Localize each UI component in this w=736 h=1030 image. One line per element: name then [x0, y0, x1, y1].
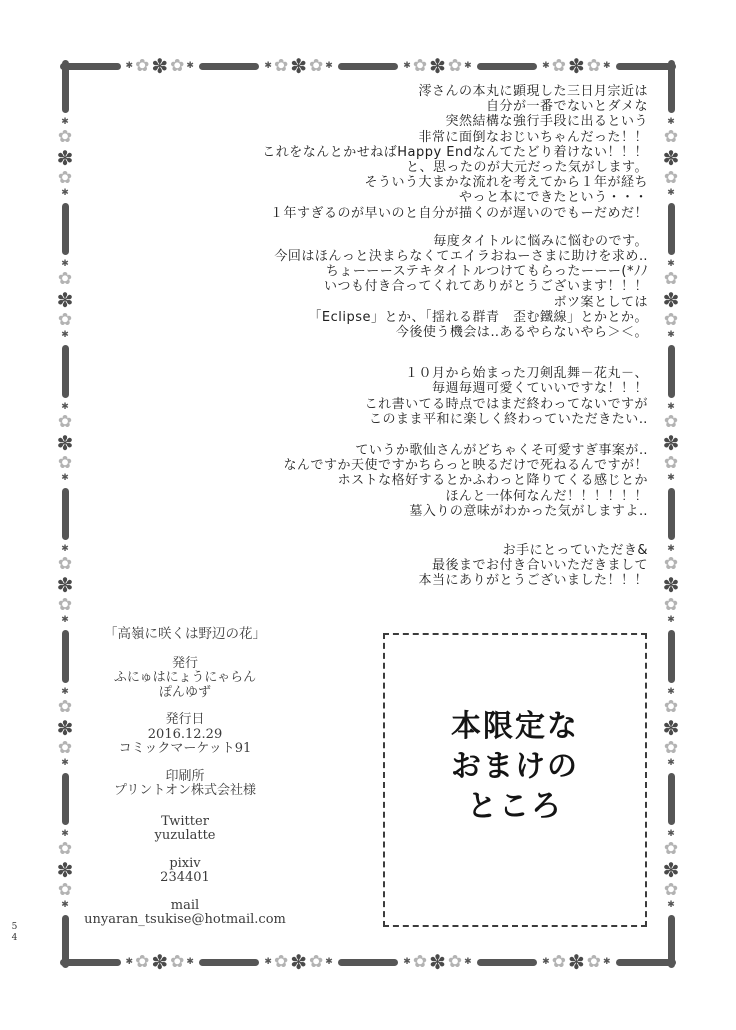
text-line: unyaran_tsukise@hotmail.com [84, 912, 286, 927]
afterword-text [80, 84, 648, 589]
light-flower-icon: ✿ [663, 880, 679, 901]
border-line [338, 63, 399, 70]
light-flower-icon: ✿ [170, 55, 185, 76]
text-line: １０月から始まった刀剣乱舞－花丸－、 [404, 366, 648, 382]
small-flower-icon: ✱ [464, 956, 472, 967]
colophon [40, 627, 330, 941]
text-line: ふにゅはにょうにゃらん [113, 670, 257, 685]
text-line: なんですか天使ですかちらっと映るだけで死ねるんですが！ [283, 458, 648, 474]
flower-cluster [57, 545, 74, 625]
small-flower-icon: ✱ [667, 686, 675, 697]
dark-flower-icon: ✽ [56, 715, 74, 740]
text-line: 最後までお付き合いいただきまして [431, 558, 648, 574]
light-flower-icon: ✿ [308, 951, 324, 972]
small-flower-icon: ✱ [667, 187, 675, 198]
flower-cluster [264, 952, 332, 972]
flower-cluster [264, 56, 332, 76]
small-flower-icon: ✱ [61, 544, 69, 555]
text-line: １年すぎるのが早いのと自分が描くのが遅いのでもーだめだ！ [269, 205, 648, 221]
border-line [62, 60, 69, 113]
small-flower-icon: ✱ [61, 686, 69, 697]
flower-cluster [57, 403, 74, 483]
small-flower-icon: ✱ [667, 401, 675, 412]
small-flower-icon: ✱ [186, 60, 194, 71]
light-flower-icon: ✿ [57, 737, 73, 758]
dark-flower-icon: ✽ [151, 54, 169, 78]
colophon-section-pixiv [40, 857, 330, 886]
text-line: 「Eclipse」とか、「揺れる群青 歪む鐵線」とかとか。 [308, 309, 648, 325]
colophon-label: mail [170, 897, 200, 913]
light-flower-icon: ✿ [170, 951, 185, 972]
colophon-section-twitter [40, 815, 330, 844]
border-line [668, 345, 675, 398]
flower-cluster [663, 830, 680, 910]
colophon-section-mail [40, 899, 330, 928]
dark-flower-icon: ✽ [662, 573, 680, 598]
colophon-values [40, 784, 330, 799]
light-flower-icon: ✿ [57, 269, 73, 290]
text-line: これ書いてる時点ではまだ終わってないですが [364, 396, 648, 412]
flower-cluster [663, 118, 680, 198]
small-flower-icon: ✱ [325, 60, 333, 71]
border-line [62, 488, 69, 541]
bonus-box-text [385, 707, 645, 827]
colophon-values [40, 728, 330, 757]
dark-flower-icon: ✽ [429, 950, 446, 974]
colophon-values [40, 913, 330, 928]
small-flower-icon: ✱ [464, 60, 472, 71]
small-flower-icon: ✱ [61, 116, 69, 127]
border-line [338, 959, 399, 966]
small-flower-icon: ✱ [61, 900, 69, 911]
small-flower-icon: ✱ [61, 829, 69, 840]
light-flower-icon: ✿ [57, 696, 73, 717]
light-flower-icon: ✿ [663, 839, 679, 860]
flower-cluster [663, 260, 680, 340]
small-flower-icon: ✱ [667, 829, 675, 840]
border-line [668, 60, 675, 113]
small-flower-icon: ✱ [186, 956, 194, 967]
text-line: ていうか歌仙さんがどちゃくそ可愛すぎ事案が‥ [355, 443, 648, 459]
light-flower-icon: ✿ [57, 839, 73, 860]
flower-cluster [663, 545, 680, 625]
light-flower-icon: ✿ [447, 951, 463, 972]
text-line: ホストな格好するとかふわっと降りてくる感じとか [337, 473, 648, 489]
light-flower-icon: ✿ [663, 595, 679, 616]
text-line: 自分が一番でないとダメな [485, 99, 648, 115]
light-flower-icon: ✿ [273, 951, 289, 972]
colophon-label: 発行日 [165, 712, 205, 727]
border-line [62, 345, 69, 398]
dark-flower-icon: ✽ [662, 430, 680, 455]
text-line: と、思ったのが大元だった気がします。 [406, 160, 648, 176]
light-flower-icon: ✿ [663, 269, 679, 290]
colophon-label: 発行 [171, 655, 198, 671]
light-flower-icon: ✿ [273, 55, 289, 76]
border-line [668, 203, 675, 256]
small-flower-icon: ✱ [61, 615, 69, 626]
text-line: yuzulatte [154, 828, 216, 843]
flower-cluster [403, 56, 471, 76]
text-line: ボツ案としては [553, 294, 648, 310]
light-flower-icon: ✿ [57, 167, 73, 188]
text-line: いつも付き合ってくれてありがとうございます！！！ [323, 279, 648, 295]
colophon-values [40, 671, 330, 700]
flower-cluster [57, 260, 74, 340]
small-flower-icon: ✱ [403, 60, 411, 71]
dark-flower-icon: ✽ [290, 54, 307, 78]
dark-flower-icon: ✽ [429, 54, 446, 78]
border-line [199, 63, 260, 70]
dark-flower-icon: ✽ [290, 950, 307, 974]
text-line: 今後使う機会は‥あるやらないやら＞＜。 [395, 325, 648, 341]
light-flower-icon: ✿ [412, 951, 428, 972]
dark-flower-icon: ✽ [56, 430, 74, 455]
colophon-label: 印刷所 [165, 768, 205, 784]
border-line [477, 63, 538, 70]
text-line: ほんと一体何なんだ！！！！！！ [445, 488, 648, 504]
text-line: 墓入りの意味がわかった気がしますよ‥ [409, 503, 648, 519]
text-line: 毎度タイトルに悩みに悩むのです。 [433, 233, 648, 249]
dark-flower-icon: ✽ [56, 573, 74, 598]
dark-flower-icon: ✽ [662, 858, 680, 883]
small-flower-icon: ✱ [667, 544, 675, 555]
light-flower-icon: ✿ [57, 452, 73, 473]
light-flower-icon: ✿ [57, 554, 73, 575]
flower-cluster [126, 56, 194, 76]
dark-flower-icon: ✽ [56, 145, 74, 170]
book-title: 「高嶺に咲くは野辺の花」 [104, 626, 266, 642]
colophon-values [40, 829, 330, 844]
small-flower-icon: ✱ [667, 259, 675, 270]
border-top [55, 55, 681, 77]
light-flower-icon: ✿ [586, 951, 601, 972]
border-line [199, 959, 260, 966]
light-flower-icon: ✿ [308, 55, 324, 76]
light-flower-icon: ✿ [663, 411, 679, 432]
colophon-values [40, 871, 330, 886]
light-flower-icon: ✿ [663, 554, 679, 575]
light-flower-icon: ✿ [663, 696, 679, 717]
light-flower-icon: ✿ [663, 452, 679, 473]
text-line: これをなんとかせねばHappy Endなんてたどり着けない！！！ [262, 144, 648, 160]
small-flower-icon: ✱ [542, 956, 550, 967]
light-flower-icon: ✿ [57, 880, 73, 901]
dark-flower-icon: ✽ [662, 715, 680, 740]
text-line: ちょーーーステキタイトルつけてもらったーーー(*ﾉﾉ [325, 264, 648, 280]
light-flower-icon: ✿ [57, 126, 73, 147]
flower-cluster [403, 952, 471, 972]
border-line [668, 773, 675, 826]
dark-flower-icon: ✽ [662, 288, 680, 313]
small-flower-icon: ✱ [667, 900, 675, 911]
text-line: 本当にありがとうございました！！！ [418, 573, 648, 589]
border-bottom [55, 951, 681, 973]
small-flower-icon: ✱ [61, 187, 69, 198]
small-flower-icon: ✱ [264, 956, 272, 967]
light-flower-icon: ✿ [57, 310, 73, 331]
border-line [62, 203, 69, 256]
border-line [668, 488, 675, 541]
light-flower-icon: ✿ [551, 55, 566, 76]
small-flower-icon: ✱ [403, 956, 411, 967]
light-flower-icon: ✿ [663, 167, 679, 188]
small-flower-icon: ✱ [667, 330, 675, 341]
small-flower-icon: ✱ [602, 956, 611, 967]
bonus-box [383, 633, 647, 927]
text-line: 突然結構な強行手段に出るという [445, 114, 648, 130]
dark-flower-icon: ✽ [56, 858, 74, 883]
border-line [668, 630, 675, 683]
text-line: プリントオン株式会社様 [113, 783, 257, 798]
small-flower-icon: ✱ [667, 472, 675, 483]
colophon-section-printer [40, 770, 330, 799]
flower-cluster [542, 56, 610, 76]
border-line [477, 959, 538, 966]
flower-cluster [57, 118, 74, 198]
flower-cluster [663, 403, 680, 483]
afterword-paragraph [80, 234, 648, 340]
text-line: 毎週毎週可愛くていいですな！！！ [431, 381, 648, 397]
light-flower-icon: ✿ [57, 595, 73, 616]
light-flower-icon: ✿ [586, 55, 601, 76]
small-flower-icon: ✱ [61, 259, 69, 270]
small-flower-icon: ✱ [667, 615, 675, 626]
small-flower-icon: ✱ [61, 757, 69, 768]
flower-cluster [663, 688, 680, 768]
text-line: おまけの [451, 749, 579, 784]
text-line: 澪さんの本丸に顕現した三日月宗近は [418, 84, 648, 99]
small-flower-icon: ✱ [667, 757, 675, 768]
afterword-paragraph [80, 366, 648, 427]
colophon-label: pixiv [169, 855, 201, 871]
border-right [660, 55, 682, 973]
text-line: ぽんゆず [158, 684, 211, 700]
colophon-section-publisher [40, 657, 330, 701]
text-line: 234401 [160, 870, 210, 885]
dark-flower-icon: ✽ [151, 950, 169, 974]
light-flower-icon: ✿ [412, 55, 428, 76]
light-flower-icon: ✿ [663, 737, 679, 758]
small-flower-icon: ✱ [61, 330, 69, 341]
colophon-section-date [40, 713, 330, 757]
small-flower-icon: ✱ [325, 956, 333, 967]
small-flower-icon: ✱ [125, 60, 134, 71]
small-flower-icon: ✱ [602, 60, 611, 71]
text-line: 非常に面倒なおじいちゃんだった！！ [418, 129, 648, 145]
small-flower-icon: ✱ [264, 60, 272, 71]
text-line: 2016.12.29 [147, 726, 223, 742]
afterword-paragraph [80, 543, 648, 589]
text-line: 今回はほんっと決まらなくてエイラおねーさまに助けを求め‥ [274, 249, 648, 265]
afterword-paragraph [80, 84, 648, 221]
text-line: やっと本にできたという・・・ [458, 190, 648, 206]
colophon-label: Twitter [161, 813, 209, 829]
afterword-paragraph [80, 443, 648, 519]
small-flower-icon: ✱ [667, 116, 675, 127]
text-line: 本限定な [451, 709, 579, 744]
small-flower-icon: ✱ [61, 401, 69, 412]
border-line [668, 915, 675, 968]
dark-flower-icon: ✽ [567, 54, 585, 78]
text-line: そういう大まかな流れを考えてから１年が経ち [364, 175, 648, 191]
flower-cluster [542, 952, 610, 972]
flower-cluster [126, 952, 194, 972]
light-flower-icon: ✿ [135, 951, 150, 972]
small-flower-icon: ✱ [125, 956, 134, 967]
light-flower-icon: ✿ [551, 951, 566, 972]
text-line: このまま平和に楽しく終わっていただきたい‥ [368, 411, 648, 427]
text-line: コミックマーケット91 [118, 741, 252, 756]
text-line: ところ [467, 789, 563, 824]
light-flower-icon: ✿ [663, 126, 679, 147]
light-flower-icon: ✿ [447, 55, 463, 76]
light-flower-icon: ✿ [663, 310, 679, 331]
light-flower-icon: ✿ [57, 411, 73, 432]
text-line: お手にとっていただき& [502, 543, 648, 559]
dark-flower-icon: ✽ [662, 145, 680, 170]
page-number: 54 [11, 922, 18, 943]
small-flower-icon: ✱ [542, 60, 550, 71]
light-flower-icon: ✿ [135, 55, 150, 76]
dark-flower-icon: ✽ [567, 950, 585, 974]
small-flower-icon: ✱ [61, 472, 69, 483]
dark-flower-icon: ✽ [56, 288, 74, 313]
